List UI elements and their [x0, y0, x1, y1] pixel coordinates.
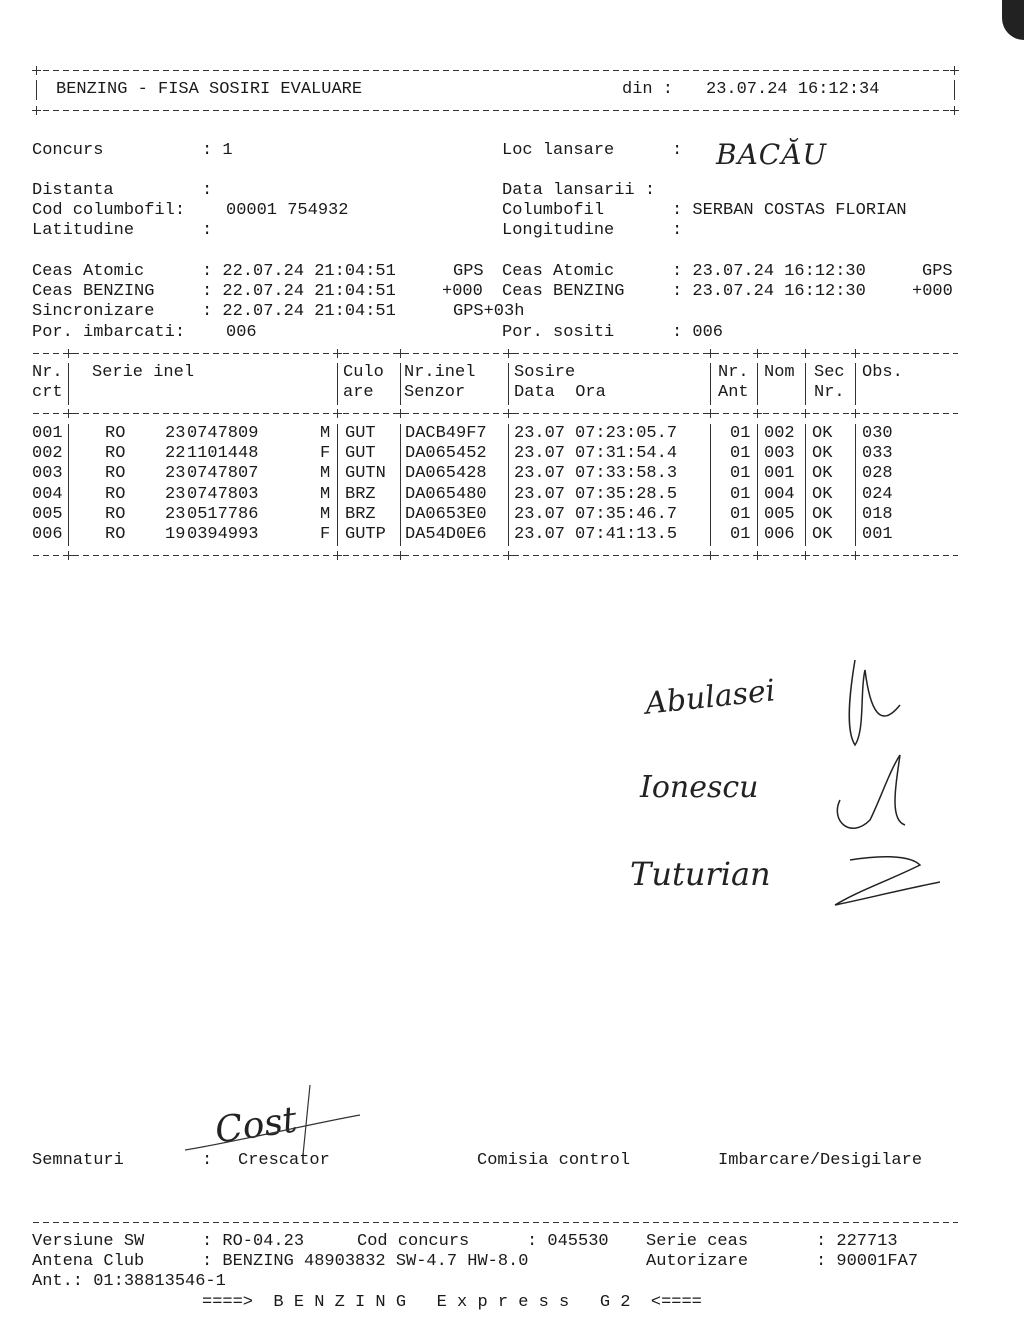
cell-obs: 030 — [862, 424, 893, 443]
cell-data: 23.07 — [514, 525, 566, 544]
din-label: din : — [622, 80, 674, 99]
imbarcare-label: Imbarcare/Desigilare — [718, 1151, 923, 1170]
cell-nr: 006 — [32, 525, 63, 544]
sincronizare-label: Sincronizare — [32, 302, 155, 321]
header-sec-nr: Nr. — [814, 383, 845, 402]
scan-edge — [1002, 0, 1024, 40]
ceas-benzing-start-value: : 22.07.24 21:04:51 — [202, 282, 396, 301]
cell-obs: 033 — [862, 444, 893, 464]
table-divider-cross — [801, 349, 810, 358]
cell-culoare: BRZ — [345, 504, 376, 524]
table-divider-cross — [706, 551, 715, 560]
distanta-label: Distanta — [32, 181, 114, 200]
cell-an: 23 — [165, 484, 186, 504]
column-border — [400, 424, 401, 546]
cell-ant: 01 — [730, 525, 751, 544]
cell-tara: RO — [105, 484, 126, 504]
cell-nr: 004 — [32, 484, 63, 504]
cell-an: 19 — [165, 525, 186, 544]
column-border — [757, 424, 758, 546]
table-divider-cross — [753, 551, 762, 560]
ceas-atomic-end-label: Ceas Atomic — [502, 262, 615, 281]
cell-an: 22 — [165, 444, 186, 464]
cell-senzor: DACB49F7 — [405, 424, 487, 443]
semnaturi-label: Semnaturi — [32, 1151, 124, 1170]
header-sec: Sec — [814, 363, 845, 382]
divider-corner — [950, 66, 959, 75]
cod-columbofil-value: 00001 754932 — [226, 201, 349, 220]
cell-inel: 0394993 — [187, 525, 259, 544]
cell-nom: 005 — [764, 504, 795, 524]
sincronizare-value: : 22.07.24 21:04:51 — [202, 302, 396, 321]
loc-lansare-label: Loc lansare — [502, 141, 615, 160]
cell-culoare: GUT — [345, 444, 376, 464]
header-nom: Nom — [764, 363, 795, 382]
cell-senzor: DA065480 — [405, 484, 487, 504]
ceas-atomic-start-label: Ceas Atomic — [32, 262, 145, 281]
cell-an: 23 — [165, 504, 186, 524]
distanta-value: : — [202, 181, 213, 200]
cell-obs: 028 — [862, 464, 893, 484]
column-border — [337, 363, 338, 405]
cell-nr: 001 — [32, 424, 63, 443]
cell-sex: M — [320, 504, 331, 524]
ceas-benzing-end-value: : 23.07.24 16:12:30 — [672, 282, 866, 301]
cell-sex: F — [320, 444, 331, 464]
header-data-ora: Data Ora — [514, 383, 606, 402]
cell-sex: F — [320, 525, 331, 544]
data-lansarii-label: Data lansarii : — [502, 181, 656, 200]
table-divider-cross — [64, 551, 73, 560]
table-divider-cross — [396, 409, 405, 418]
signature-stroke — [185, 1080, 365, 1160]
column-border — [68, 363, 69, 405]
divider-corner — [950, 106, 959, 115]
cell-nr: 005 — [32, 504, 63, 524]
imbarcati-value: 006 — [226, 323, 257, 342]
header-ant: Ant — [718, 383, 749, 402]
cell-nr: 003 — [32, 464, 63, 484]
cell-senzor: DA0653E0 — [405, 504, 487, 524]
cell-obs: 024 — [862, 484, 893, 504]
cell-nom: 002 — [764, 424, 795, 443]
table-divider-cross — [801, 409, 810, 418]
columbofil-value: : SERBAN COSTAS FLORIAN — [672, 201, 907, 220]
ceas-benzing-end-suffix: +000 — [912, 282, 953, 301]
concurs-value: : 1 — [202, 141, 233, 160]
longitudine-label: Longitudine — [502, 221, 615, 240]
table-divider-cross — [396, 551, 405, 560]
cell-data: 23.07 — [514, 424, 566, 443]
table-divider-cross — [333, 349, 342, 358]
cell-ant: 01 — [730, 504, 751, 524]
cell-nom: 001 — [764, 464, 795, 484]
document-title: BENZING - FISA SOSIRI EVALUARE — [56, 80, 363, 99]
table-divider — [33, 413, 958, 414]
table-divider-cross — [851, 409, 860, 418]
cell-sec: OK — [812, 504, 833, 524]
concurs-label: Concurs — [32, 141, 104, 160]
ceas-benzing-start-suffix: +000 — [442, 282, 483, 301]
box-border — [954, 80, 955, 100]
cell-ora: 07:41:13.5 — [575, 525, 678, 544]
table-divider-cross — [333, 551, 342, 560]
signature-ionescu: Ionescu — [640, 770, 759, 805]
loc-lansare-sep: : — [672, 141, 683, 160]
cell-inel: 1101448 — [187, 444, 259, 464]
cell-ora: 07:35:46.7 — [575, 504, 678, 524]
header-nr-ant: Nr. — [718, 363, 749, 382]
column-border — [855, 424, 856, 546]
cell-sec: OK — [812, 424, 833, 443]
semnaturi-sep: : — [202, 1151, 213, 1170]
cell-nr: 002 — [32, 444, 63, 464]
table-divider-cross — [801, 551, 810, 560]
antena-club-value: : BENZING 48903832 SW-4.7 HW-8.0 — [202, 1252, 529, 1271]
cell-sec: OK — [812, 525, 833, 544]
serie-ceas-value: : 227713 — [816, 1232, 898, 1251]
header-culoare-2: are — [343, 383, 374, 402]
cell-inel: 0747803 — [187, 484, 259, 504]
cell-sex: M — [320, 464, 331, 484]
cell-nom: 004 — [764, 484, 795, 504]
header-nr-inel: Nr.inel — [404, 363, 476, 382]
antenna-id: Ant.: 01:38813546-1 — [32, 1272, 226, 1291]
cell-inel: 0517786 — [187, 504, 259, 524]
column-border — [805, 363, 806, 405]
header-nr: Nr. — [32, 363, 63, 382]
cell-tara: RO — [105, 525, 126, 544]
sositi-value: : 006 — [672, 323, 724, 342]
autorizare-label: Autorizare — [646, 1252, 749, 1271]
cod-columbofil-label: Cod columbofil: — [32, 201, 186, 220]
cell-obs: 018 — [862, 504, 893, 524]
table-divider-cross — [851, 349, 860, 358]
cell-senzor: DA54D0E6 — [405, 525, 487, 544]
benzing-banner: ====> B E N Z I N G E x p r e s s G 2 <==== — [202, 1293, 702, 1312]
comisia-control-label: Comisia control — [477, 1151, 631, 1170]
cell-sec: OK — [812, 484, 833, 504]
column-border — [710, 424, 711, 546]
ceas-atomic-start-suffix: GPS — [453, 262, 484, 281]
cell-ora: 07:33:58.3 — [575, 464, 678, 484]
cell-nom: 006 — [764, 525, 795, 544]
column-border — [805, 424, 806, 546]
crescator-label: Crescator — [238, 1151, 330, 1170]
header-serie-inel: Serie inel — [92, 363, 195, 382]
cell-nom: 003 — [764, 444, 795, 464]
loc-lansare-handwritten: BACĂU — [716, 138, 828, 171]
cell-an: 23 — [165, 424, 186, 443]
longitudine-value: : — [672, 221, 683, 240]
divider — [33, 70, 958, 71]
ceas-atomic-end-suffix: GPS — [922, 262, 953, 281]
cell-culoare: GUT — [345, 424, 376, 443]
din-value: 23.07.24 16:12:34 — [706, 80, 880, 99]
cell-obs: 001 — [862, 525, 893, 544]
table-divider — [33, 555, 958, 556]
table-divider — [33, 353, 958, 354]
ceas-atomic-end-value: : 23.07.24 16:12:30 — [672, 262, 866, 281]
antena-club-label: Antena Club — [32, 1252, 145, 1271]
cell-ant: 01 — [730, 444, 751, 464]
column-border — [508, 363, 509, 405]
sositi-label: Por. sositi — [502, 323, 615, 342]
cell-culoare: BRZ — [345, 484, 376, 504]
divider — [33, 1222, 958, 1223]
cell-senzor: DA065428 — [405, 464, 487, 484]
columbofil-label: Columbofil — [502, 201, 605, 220]
header-sosire: Sosire — [514, 363, 576, 382]
cell-data: 23.07 — [514, 504, 566, 524]
header-crt: crt — [32, 383, 63, 402]
signature-marks — [820, 650, 940, 940]
column-border — [508, 424, 509, 546]
cell-culoare: GUTN — [345, 464, 386, 484]
signature-abulasei: Abulasei — [643, 673, 777, 722]
header-senzor: Senzor — [404, 383, 466, 402]
divider — [33, 110, 958, 111]
cell-sec: OK — [812, 444, 833, 464]
cell-sec: OK — [812, 464, 833, 484]
cell-tara: RO — [105, 424, 126, 443]
cell-senzor: DA065452 — [405, 444, 487, 464]
table-divider-cross — [396, 349, 405, 358]
column-border — [337, 424, 338, 546]
cell-an: 23 — [165, 464, 186, 484]
cell-ant: 01 — [730, 464, 751, 484]
cell-ora: 07:31:54.4 — [575, 444, 678, 464]
table-divider-cross — [64, 349, 73, 358]
table-divider-cross — [504, 551, 513, 560]
signature-tuturian: Tuturian — [630, 855, 771, 893]
table-divider-cross — [706, 349, 715, 358]
cell-tara: RO — [105, 444, 126, 464]
table-divider-cross — [753, 349, 762, 358]
cod-concurs-value: : 045530 — [527, 1232, 609, 1251]
divider-corner — [32, 66, 41, 75]
cell-data: 23.07 — [514, 484, 566, 504]
imbarcati-label: Por. imbarcati: — [32, 323, 186, 342]
column-border — [400, 363, 401, 405]
serie-ceas-label: Serie ceas — [646, 1232, 749, 1251]
versiune-sw-value: : RO-04.23 — [202, 1232, 305, 1251]
latitudine-value: : — [202, 221, 213, 240]
table-divider-cross — [64, 409, 73, 418]
table-divider-cross — [753, 409, 762, 418]
cell-data: 23.07 — [514, 444, 566, 464]
cell-tara: RO — [105, 464, 126, 484]
signature-crescator-handwritten: Cost — [212, 1099, 300, 1152]
column-border — [68, 424, 69, 546]
cell-inel: 0747809 — [187, 424, 259, 443]
column-border — [710, 363, 711, 405]
column-border — [855, 363, 856, 405]
box-border — [36, 80, 37, 100]
ceas-benzing-start-label: Ceas BENZING — [32, 282, 155, 301]
cell-data: 23.07 — [514, 464, 566, 484]
cod-concurs-label: Cod concurs — [357, 1232, 470, 1251]
table-divider-cross — [851, 551, 860, 560]
table-divider-cross — [504, 349, 513, 358]
table-divider-cross — [706, 409, 715, 418]
cell-sex: M — [320, 484, 331, 504]
cell-tara: RO — [105, 504, 126, 524]
cell-culoare: GUTP — [345, 525, 386, 544]
ceas-atomic-start-value: : 22.07.24 21:04:51 — [202, 262, 396, 281]
ceas-benzing-end-label: Ceas BENZING — [502, 282, 625, 301]
cell-ora: 07:23:05.7 — [575, 424, 678, 443]
autorizare-value: : 90001FA7 — [816, 1252, 919, 1271]
header-obs: Obs. — [862, 363, 903, 382]
cell-sex: M — [320, 424, 331, 443]
table-divider-cross — [333, 409, 342, 418]
divider-corner — [32, 106, 41, 115]
sincronizare-suffix: GPS+03h — [453, 302, 525, 321]
versiune-sw-label: Versiune SW — [32, 1232, 145, 1251]
table-divider-cross — [504, 409, 513, 418]
cell-ant: 01 — [730, 484, 751, 504]
cell-ant: 01 — [730, 424, 751, 443]
column-border — [757, 363, 758, 405]
header-culoare-1: Culo — [343, 363, 384, 382]
cell-ora: 07:35:28.5 — [575, 484, 678, 504]
latitudine-label: Latitudine — [32, 221, 135, 240]
cell-inel: 0747807 — [187, 464, 259, 484]
